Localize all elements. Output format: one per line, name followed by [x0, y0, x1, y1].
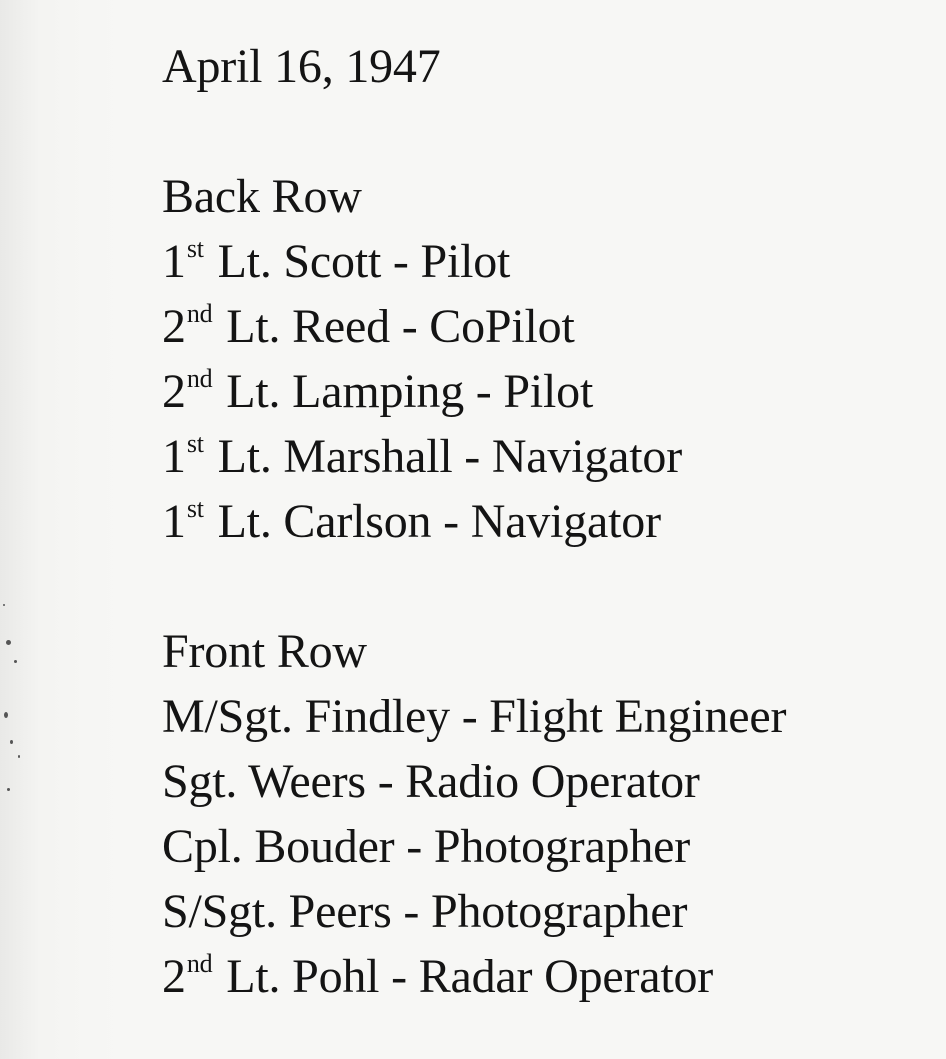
rank-number: 2 [162, 950, 186, 1003]
rank-number: 2 [162, 300, 186, 353]
rank-suffix: nd [186, 299, 213, 328]
rank-number: 1 [162, 430, 186, 483]
scan-speck [10, 740, 13, 744]
rank-suffix: st [186, 429, 204, 458]
list-item [162, 294, 786, 359]
rank-suffix: st [186, 494, 204, 523]
member-text: Lt. Scott - Pilot [217, 235, 511, 288]
rank-suffix: st [186, 234, 204, 263]
scan-speck [4, 712, 8, 718]
rank-suffix: nd [186, 949, 213, 978]
list-item: Sgt. Weers - Radio Operator [162, 755, 700, 808]
spacer [162, 554, 786, 619]
scan-speck [7, 788, 10, 791]
document-text [162, 34, 786, 1009]
spacer [162, 99, 786, 164]
rank-suffix: nd [186, 364, 213, 393]
rank-number: 2 [162, 365, 186, 418]
member-text: Lt. Pohl - Radar Operator [226, 950, 714, 1003]
scan-speck [14, 660, 17, 663]
back-row-heading: Back Row [162, 170, 362, 223]
list-item [162, 944, 786, 1009]
scan-speck [3, 604, 5, 606]
list-item: Cpl. Bouder - Photographer [162, 820, 691, 873]
date-line: April 16, 1947 [162, 40, 441, 93]
member-text: Lt. Carlson - Navigator [217, 495, 661, 548]
rank-number: 1 [162, 235, 186, 288]
member-text: Lt. Lamping - Pilot [226, 365, 594, 418]
list-item: S/Sgt. Peers - Photographer [162, 885, 688, 938]
scan-speck [18, 755, 20, 758]
list-item [162, 489, 786, 554]
front-row-heading: Front Row [162, 625, 367, 678]
list-item [162, 359, 786, 424]
member-text: Lt. Reed - CoPilot [226, 300, 575, 353]
scan-speck [6, 640, 11, 645]
list-item [162, 229, 786, 294]
rank-number: 1 [162, 495, 186, 548]
list-item: M/Sgt. Findley - Flight Engineer [162, 690, 787, 743]
member-text: Lt. Marshall - Navigator [217, 430, 682, 483]
list-item [162, 424, 786, 489]
